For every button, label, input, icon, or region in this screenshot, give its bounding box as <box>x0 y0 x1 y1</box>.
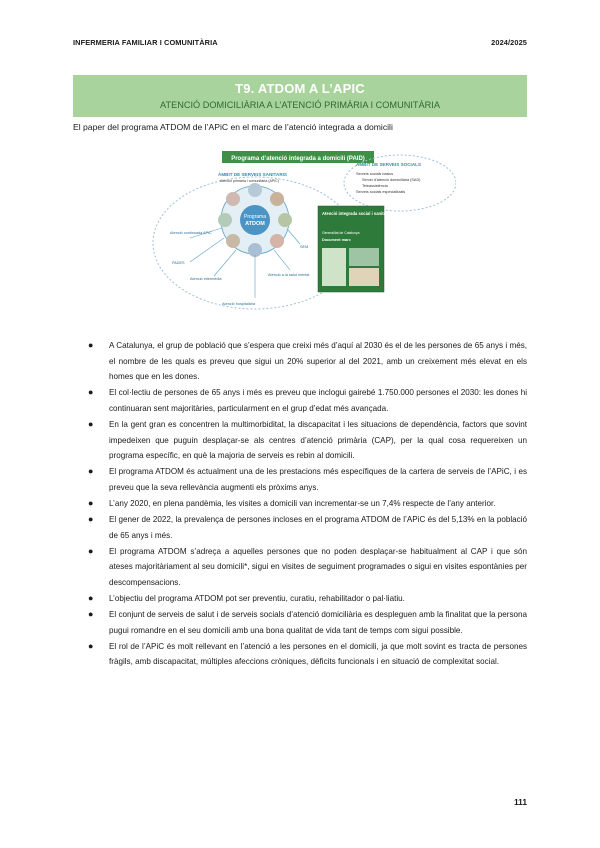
list-item: ● En la gent gran es concentren la multimorbiditat, la discapacitat i les situacions de dependència, factors que sovint impedeixen que puguin desplaçar-se als centres d’atenció primària (CAP), per la qual cosa requereixen un programa específic, en què la majoria de serveis es rebin al domicili. <box>88 418 527 461</box>
photo-thumb <box>270 192 284 206</box>
title-banner <box>73 75 527 117</box>
cover-title: Atenció integrada social i sanitària <box>322 211 392 216</box>
bullet-icon: ● <box>88 514 94 525</box>
bullet-icon: ● <box>88 593 94 603</box>
social-area-label: ÀMBIT DE SERVEIS SOCIALS <box>356 162 422 167</box>
intro-text: El paper del programa ATDOM de l’APiC en el marc de l’atenció integrada a domicili <box>73 122 393 132</box>
photo-thumb <box>278 213 292 227</box>
node-label: Atenció hospitalària <box>222 302 256 306</box>
node-label: Atenció intermèdia <box>190 277 222 281</box>
list-item: ● El conjunt de serveis de salut i de serveis socials d’atenció domiciliària es despleguen amb la finalitat que la persona pugui romandre en el seu domicili amb una bona qualitat de vida tant de temps com sigui possible. <box>88 609 527 635</box>
list-item: ● L’any 2020, en plena pandèmia, les visites a domicili van incrementar-se un 7,4% respecte de l’any anterior. <box>73 496 527 512</box>
diagram-title: Programa d’atenció integrada a domicili (PAID) <box>231 156 365 162</box>
cover-subtitle: Document marc <box>322 238 351 242</box>
social-item: Servei d’atenció domiciliària (SAD) <box>362 178 421 182</box>
node-label: Atenció continuada APiC <box>170 231 212 235</box>
photo-thumb <box>226 192 240 206</box>
header-course-title: INFERMERIA FAMILIAR I COMUNITÀRIA <box>73 38 218 47</box>
photo-thumb <box>248 183 262 197</box>
photo-thumb <box>270 234 284 248</box>
node-label: PADES <box>172 261 185 265</box>
list-item: ● L’objectiu del programa ATDOM pot ser preventiu, curatiu, rehabilitador o pal·liatiu. <box>73 591 527 607</box>
paid-diagram <box>150 148 456 318</box>
page-title: T9. ATDOM A L’APIC <box>235 81 365 96</box>
program-center <box>240 205 270 235</box>
page-subtitle: ATENCIÓ DOMICILIÀRIA A L’ATENCIÓ PRIMÀRIA I COMUNITÀRIA <box>160 100 440 110</box>
key-points-list <box>73 338 527 670</box>
list-item: ● El gener de 2022, la prevalença de persones incloses en el programa ATDOM de l’APiC és del 5,13% en la població de 65 anys i més. <box>88 514 527 540</box>
bullet-icon: ● <box>88 340 94 350</box>
bullet-icon: ● <box>88 466 94 477</box>
header-academic-year: 2024/2025 <box>491 38 527 47</box>
list-item: ● El col·lectiu de persones de 65 anys i més es preveu que inclogui gairebé 1.750.000 persones el 2030: les dones hi continuaran sent majoritàries, particularment en el grup d’edat més avançada. <box>88 387 527 413</box>
list-item: ● El rol de l’APiC és molt rellevant en l’atenció a les persones en el domicili, ja que molt sovint es tracta de persones fràgils, amb discapacitat, múltiples afeccions cròniques, dèficits funcionals i en situació de complexitat social. <box>88 640 527 667</box>
node-label: SEM <box>300 245 309 249</box>
bullet-icon: ● <box>88 609 94 620</box>
photo-thumb <box>248 243 262 257</box>
bullet-icon: ● <box>88 418 94 429</box>
node-label: Atenció a la salut mental <box>268 273 310 277</box>
bullet-icon: ● <box>88 497 94 508</box>
social-item: Serveis socials especialitzats <box>356 190 406 194</box>
list-item: ● El programa ATDOM s’adreça a aquelles persones que no poden desplaçar-se habitualment al CAP i que són ateses majoritàriament al seu domicili*, sigui en visites de seguiment programades o sigui en visites espontànies per descompensacions. <box>88 545 527 587</box>
bullet-icon: ● <box>88 545 94 556</box>
framework-document-cover <box>318 206 392 292</box>
bullet-icon: ● <box>88 387 94 398</box>
page-header <box>73 38 527 52</box>
bullet-icon: ● <box>88 640 94 651</box>
social-item: Teleassistència <box>362 184 388 188</box>
center-label-2: ATDOM <box>245 221 265 227</box>
social-item: Serveis socials bàsics <box>356 172 394 176</box>
health-area-label: ÀMBIT DE SERVEIS SANITARIS <box>218 172 287 177</box>
center-label-1: Programa <box>244 214 266 220</box>
health-area-sub: Atenció primària i comunitària (APiC) <box>220 179 279 183</box>
photo-thumb <box>218 213 232 227</box>
page-number: 111 <box>513 797 527 807</box>
list-item: ● El programa ATDOM és actualment una de les prestacions més específiques de la cartera de serveis de l’APiC, i es preveu que la seva rellevància augmenti els pròxims anys. <box>88 466 527 492</box>
cover-small: Generalitat de Catalunya <box>322 231 360 235</box>
list-item: ● A Catalunya, el grup de població que s’espera que creixi més d’aquí al 2030 és el de les persones de 65 anys i més, el nombre de les quals es preveu que sigui un 20% superior al del 2021, amb un creixement més elevat en els homes que en les dones. <box>88 340 527 382</box>
photo-thumb <box>226 234 240 248</box>
